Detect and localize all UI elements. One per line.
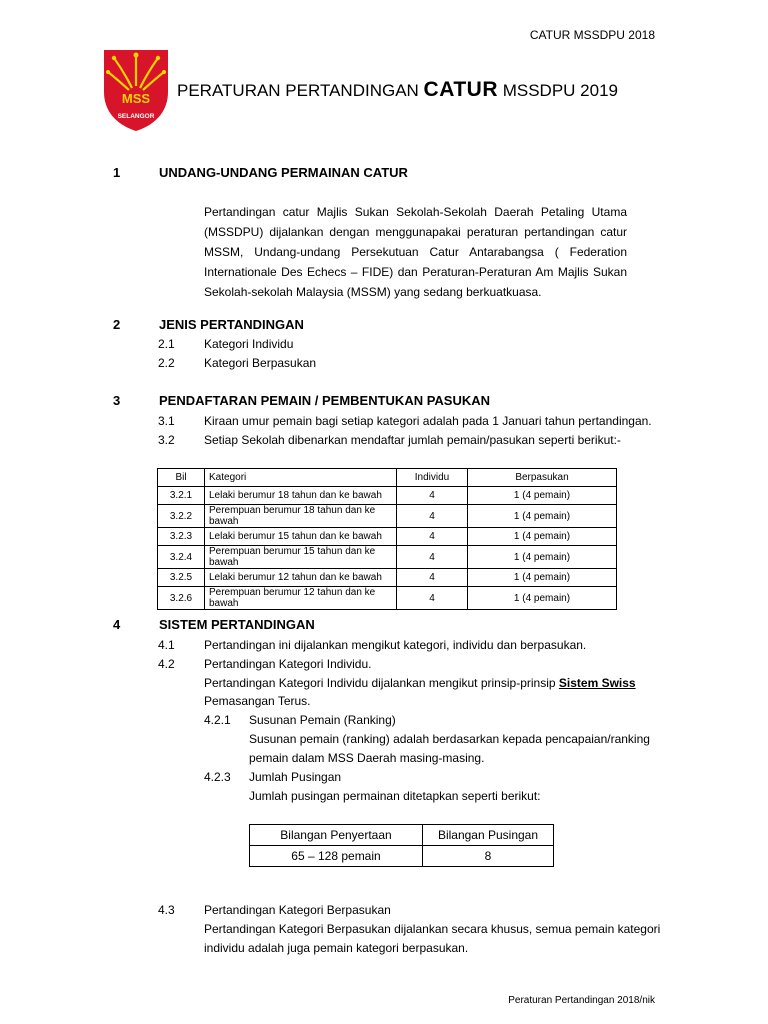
item-2-1-number: 2.1 — [158, 337, 175, 351]
cell-berpasukan: 1 (4 pemain) — [468, 546, 617, 569]
item-2-2-text: Kategori Berpasukan — [204, 356, 317, 370]
cell-individu: 4 — [397, 505, 468, 528]
section-3-heading: PENDAFTARAN PEMAIN / PEMBENTUKAN PASUKAN — [159, 393, 491, 408]
item-4-2-line2: Pemasangan Terus. — [204, 694, 311, 708]
table-row — [250, 846, 554, 867]
footer-label: Peraturan Pertandingan 2018/nik — [508, 995, 655, 1006]
item-4-2-line1: Pertandingan Kategori Individu dijalankan mengikut prinsip-prinsip Sistem Swiss — [204, 676, 636, 690]
cell-kategori: Lelaki berumur 12 tahun dan ke bawah — [205, 569, 397, 587]
section-4-heading: SISTEM PERTANDINGAN — [159, 617, 315, 632]
section-4-number: 4 — [113, 617, 121, 632]
col-header-berpasukan: Berpasukan — [468, 469, 617, 487]
item-3-2-text: Setiap Sekolah dibenarkan mendaftar jumlah pemain/pasukan seperti berikut:- — [204, 433, 621, 447]
table-row — [158, 587, 617, 610]
col-header-pusingan: Bilangan Pusingan — [423, 825, 554, 846]
col-header-bil: Bil — [158, 469, 205, 487]
cell-kategori: Lelaki berumur 18 tahun dan ke bawah — [205, 487, 397, 505]
item-4-2-text: Pertandingan Kategori Individu. — [204, 657, 372, 671]
section-2-number: 2 — [113, 317, 121, 332]
table-row — [158, 569, 617, 587]
section-1-number: 1 — [113, 165, 121, 180]
table-row — [158, 505, 617, 528]
svg-text:SELANGOR: SELANGOR — [117, 113, 155, 120]
table-header-row — [158, 469, 617, 487]
cell-individu: 4 — [397, 546, 468, 569]
cell-kategori: Perempuan berumur 18 tahun dan ke bawah — [205, 505, 397, 528]
cell-individu: 4 — [397, 569, 468, 587]
cell-bil: 3.2.6 — [158, 587, 205, 610]
item-4-2-3-number: 4.2.3 — [204, 770, 231, 784]
item-4-1-number: 4.1 — [158, 638, 175, 652]
item-4-2-3-title: Jumlah Pusingan — [249, 770, 342, 784]
item-4-2-1-number: 4.2.1 — [204, 713, 231, 727]
cell-berpasukan: 1 (4 pemain) — [468, 505, 617, 528]
cell-bil: 3.2.4 — [158, 546, 205, 569]
header-doc-label: CATUR MSSDPU 2018 — [529, 28, 655, 42]
cell-berpasukan: 1 (4 pemain) — [468, 487, 617, 505]
item-4-2-1-title: Susunan Pemain (Ranking) — [249, 713, 396, 727]
section-3-number: 3 — [113, 393, 121, 408]
item-2-1-text: Kategori Individu — [204, 337, 294, 351]
cell-individu: 4 — [397, 587, 468, 610]
item-4-3-line2: individu adalah juga pemain kategori berpasukan. — [204, 941, 469, 955]
cell-kategori: Perempuan berumur 12 tahun dan ke bawah — [205, 587, 397, 610]
sistem-swiss-emphasis: Sistem Swiss — [558, 676, 636, 690]
mss-selangor-logo — [102, 48, 170, 132]
table-row — [158, 487, 617, 505]
col-header-individu: Individu — [397, 469, 468, 487]
rounds-table — [249, 824, 554, 867]
cell-berpasukan: 1 (4 pemain) — [468, 528, 617, 546]
table-header-row — [250, 825, 554, 846]
item-3-2-number: 3.2 — [158, 433, 175, 447]
cell-bil: 3.2.1 — [158, 487, 205, 505]
cell-pusingan: 8 — [423, 846, 554, 867]
cell-penyertaan: 65 – 128 pemain — [250, 846, 423, 867]
item-3-1-number: 3.1 — [158, 414, 175, 428]
cell-individu: 4 — [397, 528, 468, 546]
section-1-heading: UNDANG-UNDANG PERMAINAN CATUR — [159, 165, 408, 180]
cell-berpasukan: 1 (4 pemain) — [468, 587, 617, 610]
col-header-penyertaan: Bilangan Penyertaan — [250, 825, 423, 846]
page-title: PERATURAN PERTANDINGAN CATUR MSSDPU 2019 — [177, 78, 618, 101]
item-4-3-number: 4.3 — [158, 903, 175, 917]
item-4-3-title: Pertandingan Kategori Berpasukan — [204, 903, 391, 917]
col-header-kategori: Kategori — [205, 469, 397, 487]
item-4-1-text: Pertandingan ini dijalankan mengikut kategori, individu dan berpasukan. — [204, 638, 587, 652]
cell-bil: 3.2.3 — [158, 528, 205, 546]
item-4-3-line1: Pertandingan Kategori Berpasukan dijalankan secara khusus, semua pemain kategori — [204, 922, 661, 936]
section-2-heading: JENIS PERTANDINGAN — [159, 317, 304, 332]
cell-bil: 3.2.5 — [158, 569, 205, 587]
item-3-1-text: Kiraan umur pemain bagi setiap kategori adalah pada 1 Januari tahun pertandingan. — [204, 414, 652, 428]
cell-kategori: Lelaki berumur 15 tahun dan ke bawah — [205, 528, 397, 546]
registration-table — [157, 468, 617, 610]
section-1-body: Pertandingan catur Majlis Sukan Sekolah-Sekolah Daerah Petaling Utama (MSSDPU) dijalankan dengan menggunapakai peraturan pertandingan catur MSSM, Undang-undang Persekutuan Catur Antarabangsa ( Federation Internationale Des Echecs – FIDE) dan Peraturan-Peraturan Am Majlis Sukan Sekolah-sekolah Malaysia (MSSM) yang sedang berkuatkuasa. — [204, 205, 627, 299]
svg-text:MSS: MSS — [121, 91, 151, 106]
cell-bil: 3.2.2 — [158, 505, 205, 528]
item-4-2-1-line2: pemain dalam MSS Daerah masing-masing. — [249, 751, 485, 765]
cell-individu: 4 — [397, 487, 468, 505]
cell-berpasukan: 1 (4 pemain) — [468, 569, 617, 587]
cell-kategori: Perempuan berumur 15 tahun dan ke bawah — [205, 546, 397, 569]
table-row — [158, 528, 617, 546]
item-2-2-number: 2.2 — [158, 356, 175, 370]
item-4-2-3-line1: Jumlah pusingan permainan ditetapkan seperti berikut: — [249, 789, 541, 803]
item-4-2-1-line1: Susunan pemain (ranking) adalah berdasarkan kepada pencapaian/ranking — [249, 732, 650, 746]
item-4-2-number: 4.2 — [158, 657, 175, 671]
table-row — [158, 546, 617, 569]
